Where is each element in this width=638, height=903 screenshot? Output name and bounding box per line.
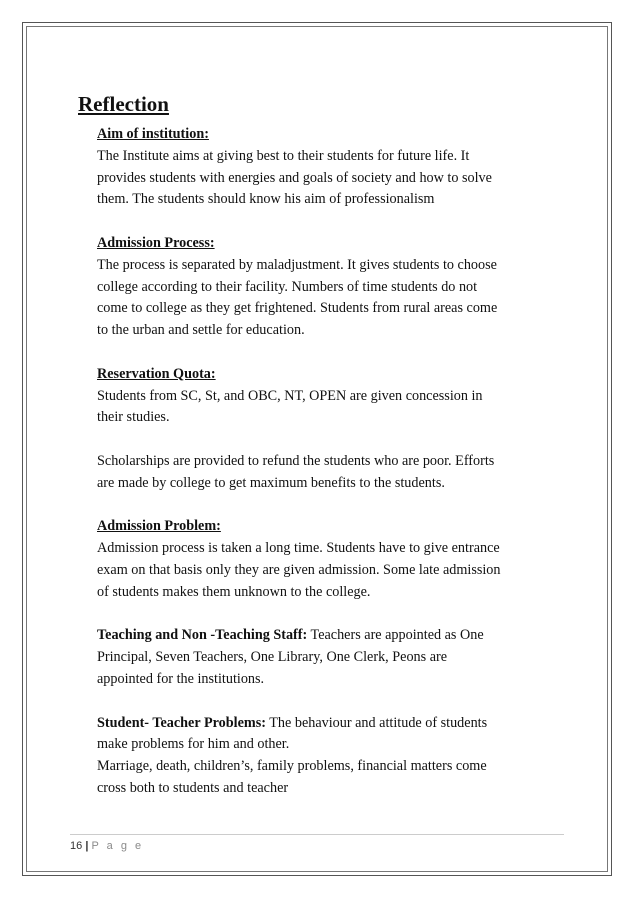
section-admission-problem [97, 516, 557, 603]
page-number: 16 [70, 840, 83, 852]
section-reservation-quota [97, 364, 557, 429]
section-student-teacher [97, 713, 557, 800]
paragraph-line: Marriage, death, children’s, family problems, financial matters come [97, 758, 487, 775]
section-staff [97, 625, 557, 690]
section-heading: Admission Problem: [97, 518, 221, 535]
page-footer [70, 840, 144, 852]
paragraph-line: Scholarships are provided to refund the students who are poor. Efforts [97, 452, 495, 469]
paragraph-line: Students from SC, St, and OBC, NT, OPEN are given concession in [97, 387, 483, 404]
footer-separator: | [85, 840, 89, 852]
section-scholarships [97, 451, 557, 495]
paragraph-line: provides students with energies and goals of society and how to solve [97, 169, 492, 186]
paragraph-line: of students makes them unknown to the college. [97, 583, 371, 600]
paragraph-line: exam on that basis only they are given admission. Some late admission [97, 561, 501, 578]
paragraph-line: The process is separated by maladjustment. It gives students to choose [97, 256, 497, 273]
paragraph-line: Principal, Seven Teachers, One Library, One Clerk, Peons are [97, 649, 448, 666]
section-heading: Admission Process: [97, 234, 215, 251]
section-heading: Aim of institution: [97, 126, 209, 142]
paragraph-line: to the urban and settle for education. [97, 322, 305, 339]
paragraph-line: come to college as they get frightened. Students from rural areas come [97, 300, 498, 317]
paragraph-line: their studies. [97, 409, 170, 426]
paragraph-line: them. The students should know his aim of professionalism [97, 191, 435, 208]
inline-heading: Student- Teacher Problems: [97, 714, 266, 731]
section-heading: Reservation Quota: [97, 365, 216, 382]
page-title: Reflection [78, 92, 169, 116]
section-admission-process [97, 233, 557, 342]
paragraph-line [97, 625, 557, 647]
inline-text: Teachers are appointed as One [307, 627, 484, 644]
section-aim [97, 124, 557, 211]
paragraph-line: The Institute aims at giving best to their students for future life. It [97, 147, 470, 164]
footer-divider [70, 834, 564, 835]
paragraph-line: make problems for him and other. [97, 736, 290, 753]
paragraph-line: Admission process is taken a long time. Students have to give entrance [97, 540, 500, 557]
paragraph-line: college according to their facility. Numbers of time students do not [97, 278, 478, 295]
paragraph-line [97, 713, 557, 735]
paragraph-line: appointed for the institutions. [97, 670, 265, 687]
paragraph-line: cross both to students and teacher [97, 779, 289, 796]
document-body [97, 124, 557, 822]
paragraph-line: are made by college to get maximum benefits to the students. [97, 474, 445, 491]
inline-heading: Teaching and Non -Teaching Staff: [97, 627, 308, 644]
page-label: P a g e [91, 840, 144, 852]
inline-text: The behaviour and attitude of students [265, 714, 488, 731]
